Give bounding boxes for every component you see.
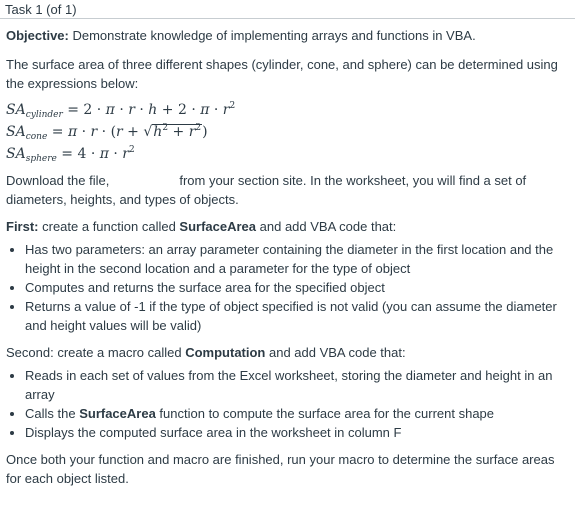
first-label: First: <box>6 219 39 234</box>
list-item: • Calls the SurfaceArea function to compute the surface area for the current shape <box>25 404 568 423</box>
function-name: SurfaceArea <box>179 219 257 234</box>
sqrt-bar: $h^2 + r^2$ <box>153 123 202 140</box>
download-text-before: Download the file, <box>6 173 110 188</box>
download-paragraph <box>6 171 568 209</box>
objective-paragraph <box>6 26 568 45</box>
macro-name: Computation <box>185 345 266 360</box>
formula-cone: $SA_{cone} = \pi \cdot r \cdot (r + √h^2 + r^2)$ <box>6 123 208 142</box>
formula-sphere: $SA_{sphere} = 4 \cdot \pi \cdot r^2$ <box>6 145 135 164</box>
second-step-list <box>6 366 568 442</box>
list-item: • Reads in each set of values from the Excel worksheet, storing the diameter and height in an array <box>25 366 568 404</box>
list-item: • Displays the computed surface area in the worksheet in column F <box>25 423 568 442</box>
task-header <box>0 0 575 19</box>
objective-label: Objective: <box>6 28 69 43</box>
list-item: • Returns a value of -1 if the type of object specified is not valid (you can assume the diameter and height values will be valid) <box>25 297 568 335</box>
closing-paragraph: Once both your function and macro are finished, run your macro to determine the surface areas for each object listed. <box>6 452 555 486</box>
second-step-paragraph: Second: create a macro called Computation and add VBA code that: <box>6 345 406 360</box>
formula-block <box>6 99 568 165</box>
formula-cylinder: $SA_{cylinder} = 2 \cdot \pi \cdot r \cdot h + 2 \cdot \pi \cdot r^2$ <box>6 101 236 120</box>
objective-text: Demonstrate knowledge of implementing arrays and functions in VBA. <box>68 28 476 43</box>
list-item: • Has two parameters: an array parameter containing the diameter in the first location and the height in the second location and a parameter for the type of object <box>25 240 568 278</box>
list-item: • Computes and returns the surface area for the specified object <box>25 278 568 297</box>
intro-paragraph: The surface area of three different shapes (cylinder, cone, and sphere) can be determined using the expressions below: <box>6 57 558 91</box>
task-title: Task 1 (of 1) <box>5 2 77 17</box>
first-step-list <box>6 240 568 335</box>
first-step-paragraph: First: create a function called SurfaceArea and add VBA code that: <box>6 219 397 234</box>
task-content <box>6 26 568 488</box>
download-text-after: from your section site. In the worksheet, you will find a set of diameters, heights, and types of objects. <box>6 173 527 207</box>
